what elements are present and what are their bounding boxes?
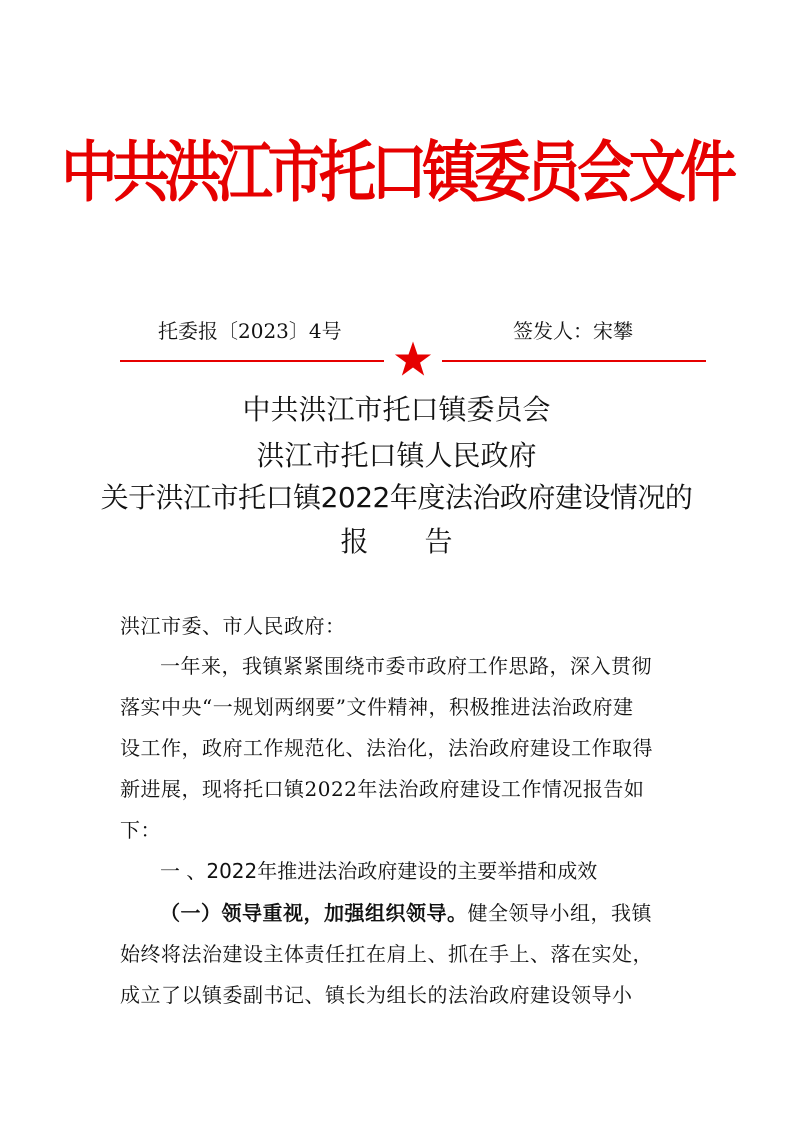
para2-line3: 成立了以镇委副书记、镇长为组长的法治政府建设领导小 <box>120 983 633 1007</box>
para1-line5: 下： <box>120 818 161 842</box>
title-line-1: 中共洪江市托口镇委员会 <box>242 393 551 426</box>
para1-line4: 新进展，现将托口镇2022年法治政府建设工作情况报告如 <box>120 777 645 801</box>
title-line-3: 关于洪江市托口镇2022年度法治政府建设情况的 <box>100 481 693 514</box>
para2-line2: 始终将法治建设主体责任扛在肩上、抓在手上、落在实处， <box>120 942 653 966</box>
star-icon <box>394 340 432 378</box>
signer: 签发人：宋攀 <box>513 319 633 343</box>
para2-bold-lead: （一）领导重视，加强组织领导。 <box>160 901 468 925</box>
title-line-4: 报 告 <box>340 525 453 558</box>
para2-line1-rest: 健全领导小组，我镇 <box>467 901 652 925</box>
document-number: 托委报〔2023〕4号 <box>158 319 342 343</box>
red-divider-right <box>442 360 706 362</box>
red-divider-left <box>120 360 384 362</box>
para1-line1: 一年来，我镇紧紧围绕市委市政府工作思路，深入贯彻 <box>160 654 652 678</box>
section-heading-1: 一 、2022年推进法治政府建设的主要举措和成效 <box>160 859 598 883</box>
para1-line2: 落实中央“一规划两纲要”文件精神，积极推进法治政府建 <box>120 695 634 719</box>
para1-line3: 设工作，政府工作规范化、法治化，法治政府建设工作取得 <box>120 736 653 760</box>
document-red-header: 中共洪江市托口镇委员会文件 <box>61 134 732 211</box>
para2-line1 <box>120 893 686 934</box>
title-line-2: 洪江市托口镇人民政府 <box>256 439 537 472</box>
salutation: 洪江市委、市人民政府： <box>120 614 346 638</box>
